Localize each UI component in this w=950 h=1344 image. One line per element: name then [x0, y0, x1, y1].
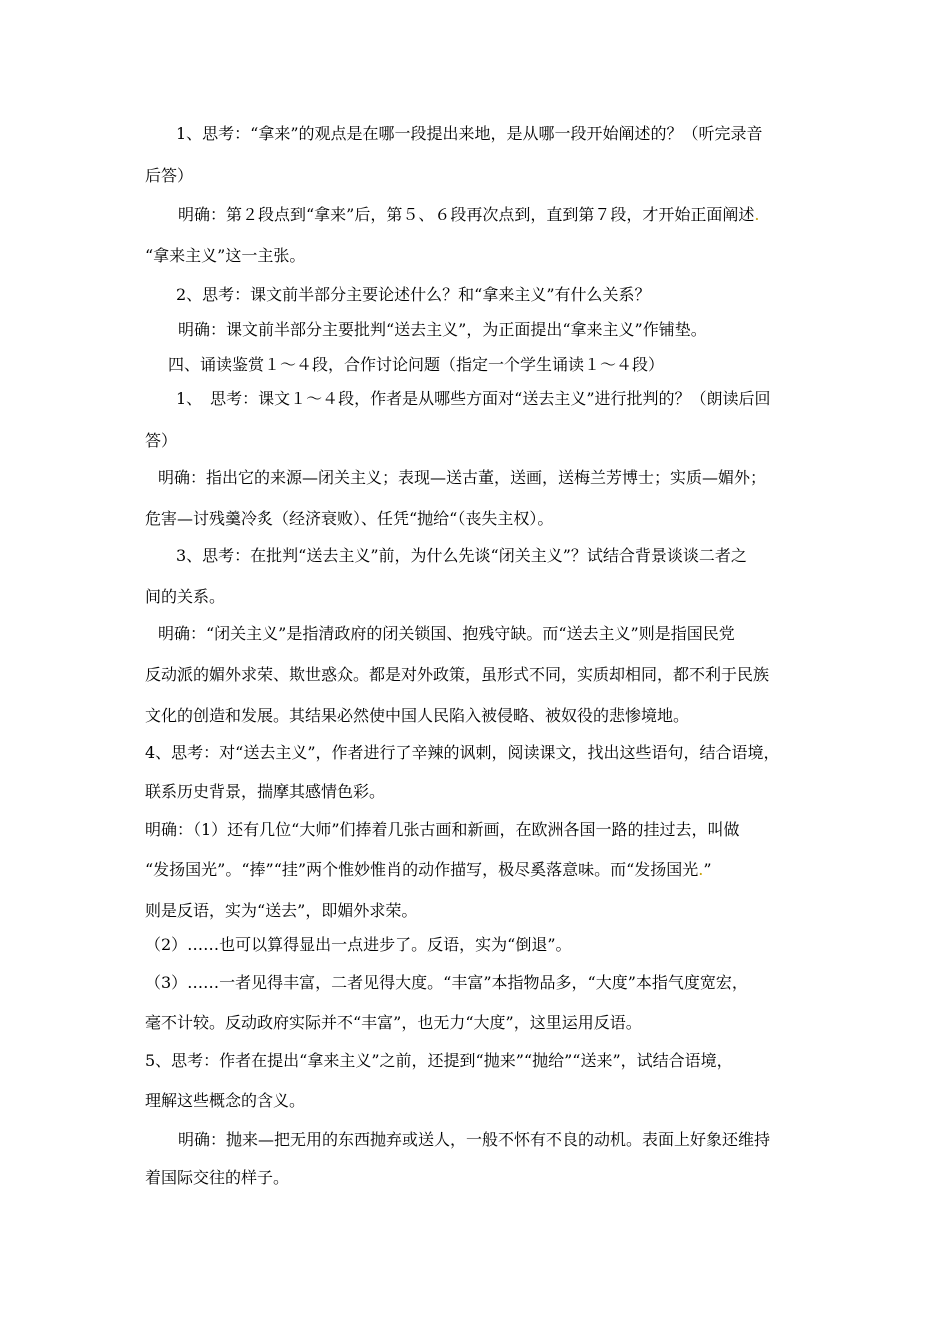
paragraph-line: 明确：第２段点到“拿来”后，第５、６段再次点到，直到第７段，才开始正面阐述.	[178, 205, 760, 224]
paragraph-line: 反动派的媚外求荣、欺世惑众。都是对外政策，虽形式不同，实质却相同，都不利于民族	[145, 665, 770, 684]
paragraph-line: 明确：（1）还有几位“大师”们捧着几张古画和新画，在欧洲各国一路的挂过去，叫做	[145, 820, 740, 839]
paragraph-line: 明确：指出它的来源—闭关主义；表现—送古董，送画，送梅兰芳博士；实质—媚外；	[158, 468, 767, 487]
section-heading: 四、诵读鉴赏１～４段，合作讨论问题（指定一个学生诵读１～４段）	[168, 355, 665, 374]
paragraph-line: 理解这些概念的含义。	[145, 1091, 306, 1110]
paragraph-line: 危害—讨残羹冷炙（经济衰败）、任凭“抛给“（丧失主权）。	[145, 509, 554, 528]
paragraph-line: （2）……也可以算得显出一点进步了。反语，实为“倒退”。	[145, 935, 572, 954]
paragraph-line: 明确：课文前半部分主要批判“送去主义”，为正面提出“拿来主义”作铺垫。	[178, 320, 707, 339]
highlight-mark: .	[754, 205, 760, 224]
paragraph-line: “发扬国光”。“捧”“挂”两个惟妙惟肖的动作描写，极尽奚落意味。而“发扬国光.”	[145, 860, 712, 879]
paragraph-line: 1、 思考：课文１～４段，作者是从哪些方面对“送去主义”进行批判的？（朗读后回	[176, 389, 771, 408]
paragraph-line: 1、思考：“拿来”的观点是在哪一段提出来地，是从哪一段开始阐述的？（听完录音	[176, 124, 763, 143]
highlight-mark: .	[698, 860, 704, 879]
paragraph-line: 明确：抛来—把无用的东西抛弃或送人，一般不怀有不良的动机。表面上好象还维持	[178, 1130, 771, 1149]
paragraph-line: 5、思考：作者在提出“拿来主义”之前，还提到“抛来”“抛给”“送来”，试结合语境，	[145, 1051, 733, 1070]
paragraph-line: 4、思考：对“送去主义”，作者进行了辛辣的讽刺，阅读课文，找出这些语句，结合语境，	[145, 743, 780, 762]
paragraph-line: 答）	[145, 431, 178, 450]
paragraph-line: 则是反语，实为“送去”，即媚外求荣。	[145, 901, 418, 920]
paragraph-line: 着国际交往的样子。	[145, 1168, 290, 1187]
paragraph-line: 联系历史背景，揣摩其感情色彩。	[145, 782, 386, 801]
paragraph-line: 文化的创造和发展。其结果必然使中国人民陷入被侵略、被奴役的悲惨境地。	[145, 706, 690, 725]
paragraph-line: “拿来主义”这一主张。	[145, 246, 306, 265]
paragraph-line: （3）……一者见得丰富，二者见得大度。“丰富”本指物品多，“大度”本指气度宽宏，	[145, 973, 748, 992]
paragraph-line: 3、思考：在批判“送去主义”前，为什么先谈“闭关主义”？试结合背景谈谈二者之	[176, 546, 747, 565]
paragraph-line: 2、思考：课文前半部分主要论述什么？和“拿来主义”有什么关系？	[176, 285, 651, 304]
paragraph-line: 明确：“闭关主义”是指清政府的闭关锁国、抱残守缺。而“送去主义”则是指国民党	[158, 624, 735, 643]
paragraph-line: 间的关系。	[145, 587, 226, 606]
paragraph-line: 毫不计较。反动政府实际并不“丰富”，也无力“大度”，这里运用反语。	[145, 1013, 642, 1032]
paragraph-line: 后答）	[145, 166, 194, 185]
